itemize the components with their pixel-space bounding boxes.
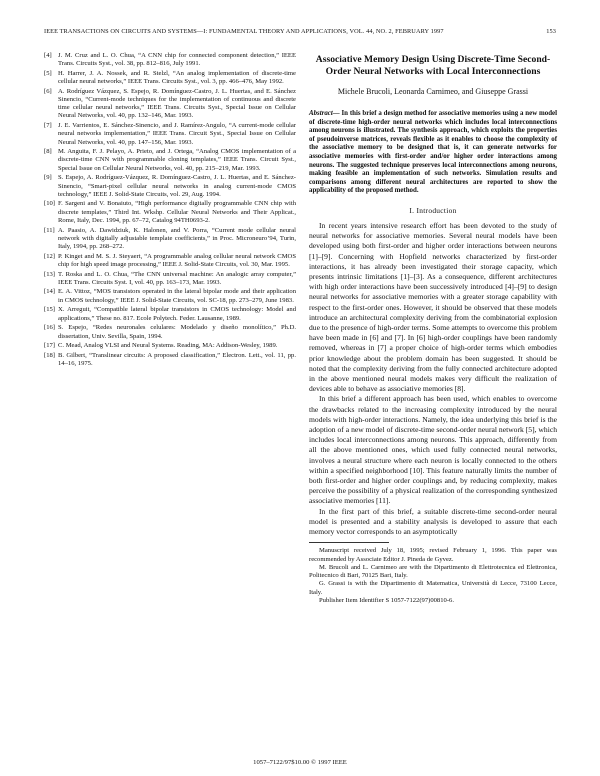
reference-item: [11] A. Paasio, A. Dawidziuk, K. Halonen, and V. Porra, “Current mode cellular neural network with digitally adjustable template coefficients,” in Proc. Microneuro’94, Turin, Italy, 1994, pp. 268–272. xyxy=(44,226,296,250)
reference-item: [7] J. E. Varrientos, E. Sánchez-Sinencio, and J. Ramírez-Angulo, “A current-mode cellular neural networks implementation,” IEEE Trans. Circuit Syst., Special Issue on Cellular Neural Networks, vol. 40, pp. 147–156, Mar. 1993. xyxy=(44,122,296,146)
abstract xyxy=(309,110,557,196)
footnote: Manuscript received July 18, 1995; revised February 1, 1996. This paper was recommended by Associate Editor J. Pineda de Gyvez. xyxy=(309,547,557,563)
author-list: Michele Brucoli, Leonarda Carnimeo, and Giuseppe Grassi xyxy=(337,87,529,96)
reference-item: [4] J. M. Cruz and L. O. Chua, “A CNN chip for connected component detection,” IEEE Trans. Circuits Syst., vol. 38, pp. 812–816, July 1991. xyxy=(44,52,296,68)
reference-item: [15] X. Arreguit, “Compatible lateral bipolar transistors in CMOS technology: Model and applications,” These no. 817. Ecole Polytech. Feder. Lausanne, 1989. xyxy=(44,306,296,322)
body-paragraph: In the first part of this brief, a suitable discrete-time second-order neural model is presented and a stability analysis is developed to assure that each memory vector corresponds to an asymptotically xyxy=(309,506,557,537)
abstract-text: In this brief a design method for associative memories using a new model of discrete-time high-order neural networks which includes local interconnections among neurons is illustrated. The synthesis approach, which exploits the properties of pseudoinverse matrices, reveals flexible as it enables to choose the complexity of the associative memory to be designed that is, it can generate networks for associative memories with first-order and/or higher order interactions among neurons. The suggested technique preserves local interconnections among neurons, making feasible an implementation of such networks. Simulation results and comparisons among different neural architectures are reported to show the applicability of the proposed method. xyxy=(309,110,557,195)
reference-item: [13] T. Roska and L. O. Chua, “The CNN universal machine: An analogic array computer,” IEEE Trans. Circuits Syst. I, vol. 40, pp. 163–173, Mar. 1993. xyxy=(44,270,296,286)
reference-item: [6] A. Rodríguez Vázquez, S. Espejo, R. Domínguez-Castro, J. L. Huertas, and E. Sánchez Sinencio, “Current-mode techniques for the implementation of continuous and discrete time cellular neural networks,” IEEE Trans. Circuits Syst., Special Issue on Cellular Neural Networks, vol. 40, pp. 132–146, Mar. 1993. xyxy=(44,87,296,120)
footnote: M. Brucoli and L. Carnimeo are with the Dipartimento di Elettrotecnica ed Elettronica, Politecnico di Bari, 70125 Bari, Italy. xyxy=(309,563,557,580)
body-paragraph: In this brief a different approach has been used, which enables to overcome the drawbacks related to the increasing complexity introduced by the neural models with high-order interactions. Namely, the idea underlying this brief is the adoption of a new model of discrete-time second-order neural network [5], which includes local interconnections among neurons. This approach, differently from all the above mentioned ones, which used fully connected neural networks, involves a neural structure where each neuron is locally connected to the others within a specified neighborhood [10]. This feature naturally limits the number of both first-order and higher order couplings and, by reducing complexity, makes perceive the possibility of a physical realization of the corresponding synthesized associative memories [11]. xyxy=(309,394,557,506)
reference-item: [12] P. Kinget and M. S. J. Steyaert, “A programmable analog cellular neural network CMOS chip for high speed image processing,” IEEE J. Solid-State Circuits, vol. 30, Mar. 1995. xyxy=(44,252,296,268)
reference-item: [14] E. A. Vittoz, “MOS transistors operated in the lateral bipolar mode and their application in CMOS technology,” IEEE J. Solid-State Circuits, vol. SC-18, pp. 273–279, June 1983. xyxy=(44,288,296,304)
reference-item: [8] M. Anguita, F. J. Pelayo, A. Prieto, and J. Ortega, “Analog CMOS implementation of a discrete-time CNN with programmable cloning templates,” IEEE Trans. Circuit Syst., Special Issue on Cellular Neural Networks, vol. 40, pp. 215–219, Mar. 1993. xyxy=(44,148,296,172)
footnote-divider xyxy=(309,542,389,543)
footnote: Publisher Item Identifier S 1057-7122(97)00810-6. xyxy=(319,597,454,605)
reference-item: [16] S. Espejo, “Redes neuronales celulares: Modelado y diseño monolítico,” Ph.D. dissertation, Univ. Sevilla, Spain, 1994. xyxy=(44,324,296,340)
reference-item: [10] F. Sargeni and V. Bonaiuto, “High performance digitally programmable CNN chip with discrete templates,” Third Int. Wkshp. Cellular Neural Networks and Their Applicat., Rome, Italy, Dec. 1994, pp. 67–72, Catalog 94TH0693-2. xyxy=(44,200,296,224)
body-paragraph: In recent years intensive research effort has been devoted to the study of neural networks for associative memories. Several neural models have been developed using both first-order and higher order interactions between neurons [1]–[9]. Concerning with Hopfield networks characterized by first-order interactions, it has already been investigated their storage capacity, which presents intrinsic limitations [1]–[3]. As a consequence, different architectures with high order interactions have been successively introduced [4]–[9] to design neural networks for associative memories with a greater storage capability with respect to the first-order ones. However, it should be observed that these models introduce an architectural complexity deriving from the combinatorial explosion due to the presence of high-order terms. Some attempts to overcome this problem have been made in [6] and [7]. In [6] high-order couplings have been randomly removed, whereas in [7] a proper choice of high-order terms which embodies prior knowledge about the problem domain has been suggested. It should be noted that the complexity deriving from the fully connected architecture adopted in the above mentioned neural models makes very difficult the realization of devices able to behave as associative memories [8]. xyxy=(309,220,557,394)
page-number: 153 xyxy=(546,28,556,35)
journal-header: IEEE TRANSACTIONS ON CIRCUITS AND SYSTEMS—I: FUNDAMENTAL THEORY AND APPLICATIONS, VOL. 44, NO. 2, FEBRUARY 1997 xyxy=(44,28,444,35)
reference-item: [17] C. Mead, Analog VLSI and Neural Systems. Reading, MA: Addison-Wesley, 1989. xyxy=(44,342,278,350)
copyright-footer: 1057–7122/97$10.00 © 1997 IEEE xyxy=(253,759,347,766)
reference-item: [9] S. Espejo, A. Rodríguez-Vázquez, R. Domínguez-Castro, J. L. Huertas, and E. Sánchez-Sinencio, “Smart-pixel cellular neural networks in analog current-mode CMOS technology,” IEEE J. Solid-State Circuits, vol. 29, Aug. 1994. xyxy=(44,174,296,198)
footnote: G. Grassi is with the Dipartimento di Matematica, Università di Lecce, 73100 Lecce, Italy. xyxy=(309,580,557,596)
article-column xyxy=(309,52,557,605)
section-heading: I. Introduction xyxy=(409,205,457,215)
reference-item: [5] H. Harrer, J. A. Nossek, and R. Stelzl, “An analog implementation of discrete-time cellular neural networks,” IEEE Trans. Circuits Syst., vol. 3, pp. 466–476, May 1992. xyxy=(44,69,296,86)
references-column xyxy=(44,52,296,370)
running-header xyxy=(44,28,556,40)
abstract-label: Abstract— xyxy=(309,110,340,117)
paper-title: Associative Memory Design Using Discrete-Time Second-Order Neural Networks with Local Interconnections xyxy=(315,54,551,77)
reference-item: [18] B. Gilbert, “Translinear circuits: A proposed classification,” Electron. Lett., vol. 11, pp. 14–16, 1975. xyxy=(44,351,296,368)
